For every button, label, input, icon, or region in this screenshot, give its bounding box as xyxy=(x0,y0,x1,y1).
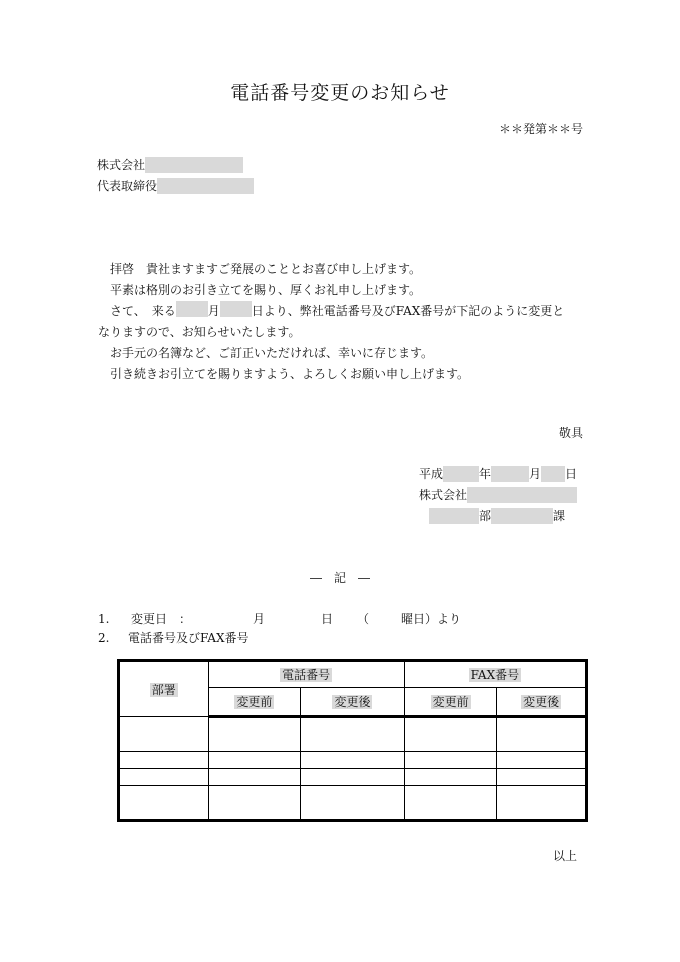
redacted-department xyxy=(429,508,479,524)
body-line-5: お手元の名簿など、ご訂正いただければ、幸いに存じます。 xyxy=(110,346,434,360)
table-cell xyxy=(404,717,497,752)
item-1-number: 1. xyxy=(98,612,110,626)
sender-dept-label: 部 xyxy=(479,509,492,523)
table-cell xyxy=(497,768,587,785)
item-1-label: 変更日 ： xyxy=(131,612,192,626)
header-phone-cell xyxy=(208,661,404,688)
table-cell xyxy=(404,786,497,821)
redacted-sender-company xyxy=(467,487,577,503)
table-row xyxy=(119,717,587,752)
redacted-section xyxy=(491,508,553,524)
table-row xyxy=(119,786,587,821)
redacted-date-day xyxy=(541,466,565,482)
recipient-company-label: 株式会社 xyxy=(97,158,146,172)
table-cell xyxy=(404,751,497,768)
header-dept-cell xyxy=(119,661,209,717)
header-fax-before: 変更前 xyxy=(432,695,469,709)
header-fax-after-cell xyxy=(497,688,587,717)
redacted-representative-name xyxy=(157,178,254,194)
header-phone-before-cell xyxy=(208,688,301,717)
body-line-4: なりますので、お知らせいたします。 xyxy=(98,325,301,339)
header-phone: 電話番号 xyxy=(282,668,331,682)
table-cell xyxy=(301,751,405,768)
item-2-number: 2. xyxy=(98,631,110,645)
recipient-representative xyxy=(97,178,254,194)
sender-company xyxy=(419,487,577,503)
closing-keigu: 敬具 xyxy=(558,426,583,440)
sender-company-label: 株式会社 xyxy=(419,488,468,502)
redacted-year xyxy=(443,466,479,482)
table-cell xyxy=(119,751,209,768)
letter-body xyxy=(98,259,588,385)
sender-date xyxy=(419,466,577,482)
table-cell xyxy=(497,786,587,821)
redacted-day xyxy=(220,301,252,317)
table-cell xyxy=(208,786,301,821)
recipient-company xyxy=(97,157,243,173)
body-line-3-b: 月 xyxy=(207,304,220,318)
body-line-1: 拝啓 貴社ますますご発展のこととお喜び申し上げます。 xyxy=(110,262,422,276)
document-number: ＊＊発第＊＊号 xyxy=(498,122,583,136)
body-line-6: 引き続きお引立てを賜りますよう、よろしくお願い申し上げます。 xyxy=(110,367,470,381)
redacted-month xyxy=(176,301,208,317)
header-dept: 部署 xyxy=(151,682,176,697)
sender-era: 平成 xyxy=(419,467,444,481)
table-cell xyxy=(404,768,497,785)
table-cell xyxy=(301,786,405,821)
table-cell xyxy=(208,751,301,768)
document-title: 電話番号変更のお知らせ xyxy=(230,82,450,104)
table-cell xyxy=(119,786,209,821)
item-2-label: 電話番号及びFAX番号 xyxy=(128,631,249,645)
item-1-paren: （ xyxy=(357,612,370,626)
table-row xyxy=(119,768,587,785)
sender-year-label: 年 xyxy=(479,467,492,481)
body-line-3-c: 日より、弊社電話番号及びFAX番号が下記のように変更と xyxy=(251,304,565,318)
sender-day-label: 日 xyxy=(565,467,578,481)
sender-department xyxy=(429,508,565,524)
table-cell xyxy=(208,768,301,785)
body-line-3 xyxy=(98,301,588,322)
body-line-3-a: さて、 来る xyxy=(110,304,176,318)
header-fax-cell xyxy=(404,661,586,688)
item-1-day: 日 xyxy=(321,612,334,626)
ki-heading: ― 記 ― xyxy=(309,571,370,585)
table-cell xyxy=(497,751,587,768)
phone-change-table xyxy=(117,659,588,822)
closing-ijou: 以上 xyxy=(552,849,577,863)
table-cell xyxy=(301,717,405,752)
table-cell xyxy=(301,768,405,785)
table-cell xyxy=(119,717,209,752)
body-line-2: 平素は格別のお引き立てを賜り、厚くお礼申し上げます。 xyxy=(110,283,422,297)
item-1-weekday: 曜日）より xyxy=(401,612,462,626)
header-fax-after: 変更後 xyxy=(523,695,560,709)
item-1-month: 月 xyxy=(253,612,266,626)
table-cell xyxy=(497,717,587,752)
redacted-company-name xyxy=(145,157,243,173)
header-phone-before: 変更前 xyxy=(236,695,273,709)
table-row xyxy=(119,751,587,768)
recipient-representative-label: 代表取締役 xyxy=(97,179,158,193)
sender-month-label: 月 xyxy=(529,467,542,481)
header-phone-after: 変更後 xyxy=(334,695,371,709)
table-cell xyxy=(208,717,301,752)
table-header-row-1 xyxy=(119,661,587,688)
sender-section-label: 課 xyxy=(553,509,566,523)
header-phone-after-cell xyxy=(301,688,405,717)
table-cell xyxy=(119,768,209,785)
header-fax: FAX番号 xyxy=(470,668,520,682)
header-fax-before-cell xyxy=(404,688,497,717)
redacted-date-month xyxy=(491,466,529,482)
